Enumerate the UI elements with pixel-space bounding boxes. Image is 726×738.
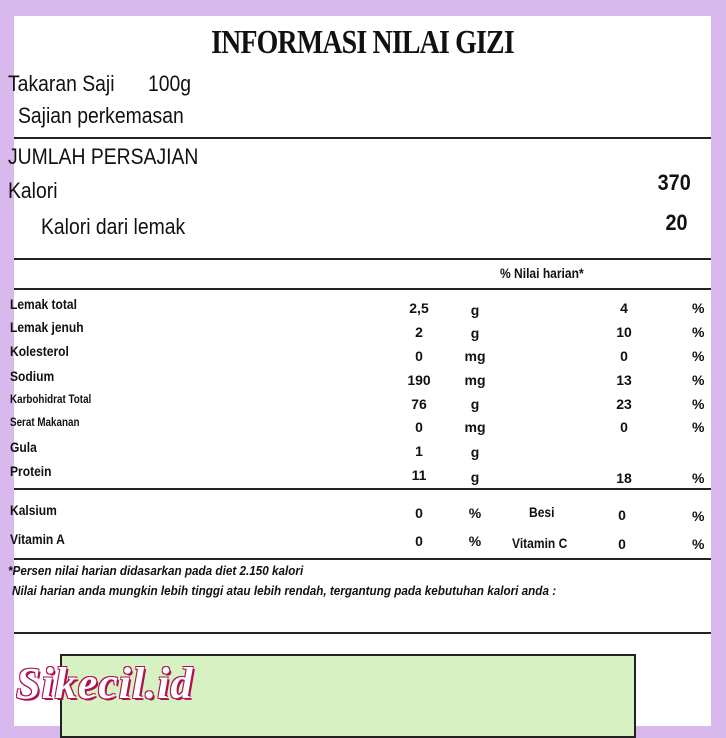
nutrient-name: Gula [10,439,37,455]
nutrient-amount: 190 [407,372,431,388]
mineral-amount: 0 [415,505,423,521]
nutrient-daily-value: 23 [616,396,632,412]
nutrient-amount: 2 [415,324,423,340]
nutrient-amount: 2,5 [409,300,429,316]
divider [14,288,711,290]
nutrient-percent-sign: % [692,470,705,486]
footnote: *Persen nilai harian didasarkan pada diet 2.150 kalori [8,563,304,578]
nutrient-daily-value: 13 [616,372,632,388]
nutrient-name: Lemak jenuh [10,319,84,335]
mineral-name: Kalsium [10,502,57,518]
nutrient-unit: g [470,469,480,485]
calories-value: 370 [657,170,691,195]
nutrient-percent-sign: % [692,348,705,364]
nutrient-amount: 11 [411,467,427,483]
nutrient-unit: g [470,396,480,412]
nutrient-name: Lemak total [10,296,77,312]
divider [14,558,711,560]
mineral-unit: % [692,508,705,524]
watermark-logo: Sikecil.id [16,659,194,708]
nutrient-unit: mg [464,348,486,364]
divider [14,632,711,634]
nutrient-percent-sign: % [692,419,705,435]
mineral-name: Besi [529,504,555,520]
nutrient-name: Sodium [10,368,55,384]
nutrient-percent-sign: % [692,396,705,412]
nutrient-name: Protein [10,463,52,479]
nutrient-name: Serat Makanan [10,415,80,429]
nutrient-daily-value: 18 [616,470,632,486]
nutrient-unit: g [470,302,480,318]
calories-label: Kalori [8,178,58,203]
mineral-name: Vitamin C [512,535,568,551]
nutrient-daily-value: 0 [620,419,628,435]
nutrient-unit: g [470,444,480,460]
nutrient-daily-value: 4 [620,300,628,316]
divider [14,258,711,260]
calories-from-fat-label: Kalori dari lemak [41,214,186,239]
mineral-name: Vitamin A [10,531,65,547]
nutrient-unit: mg [464,372,486,388]
nutrient-percent-sign: % [692,324,705,340]
nutrient-amount: 1 [415,443,423,459]
servings-per-package: Sajian perkemasan [18,103,184,128]
footnote: Nilai harian anda mungkin lebih tinggi atau lebih rendah, tergantung pada kebutuhan kalori anda : [12,583,557,598]
mineral-amount: 0 [618,507,626,523]
nutrient-daily-value: 0 [620,348,628,364]
mineral-unit: % [468,533,482,549]
nutrient-unit: g [470,325,480,341]
nutrient-name: Karbohidrat Total [10,392,92,406]
nutrition-facts-panel [8,16,711,726]
divider [14,137,711,139]
mineral-unit: % [468,505,482,521]
nutrient-amount: 0 [415,348,423,364]
nutrient-percent-sign: % [692,372,705,388]
daily-value-header: % Nilai harian* [500,265,584,281]
divider [14,488,711,490]
nutrient-name: Kolesterol [10,343,69,359]
calories-from-fat-value: 20 [664,210,687,235]
nutrient-amount: 76 [411,396,427,412]
nutrient-amount: 0 [415,419,423,435]
serving-size-value: 100g [148,71,192,96]
nutrient-percent-sign: % [692,300,705,316]
serving-size-label: Takaran Saji [8,71,115,96]
mineral-amount: 0 [415,533,423,549]
nutrient-daily-value: 10 [616,324,632,340]
mineral-amount: 0 [618,536,626,552]
amount-per-serving-header: JUMLAH PERSAJIAN [8,144,199,169]
page-title: INFORMASI NILAI GIZI [211,24,514,61]
mineral-unit: % [692,536,705,552]
nutrient-unit: mg [464,419,486,435]
